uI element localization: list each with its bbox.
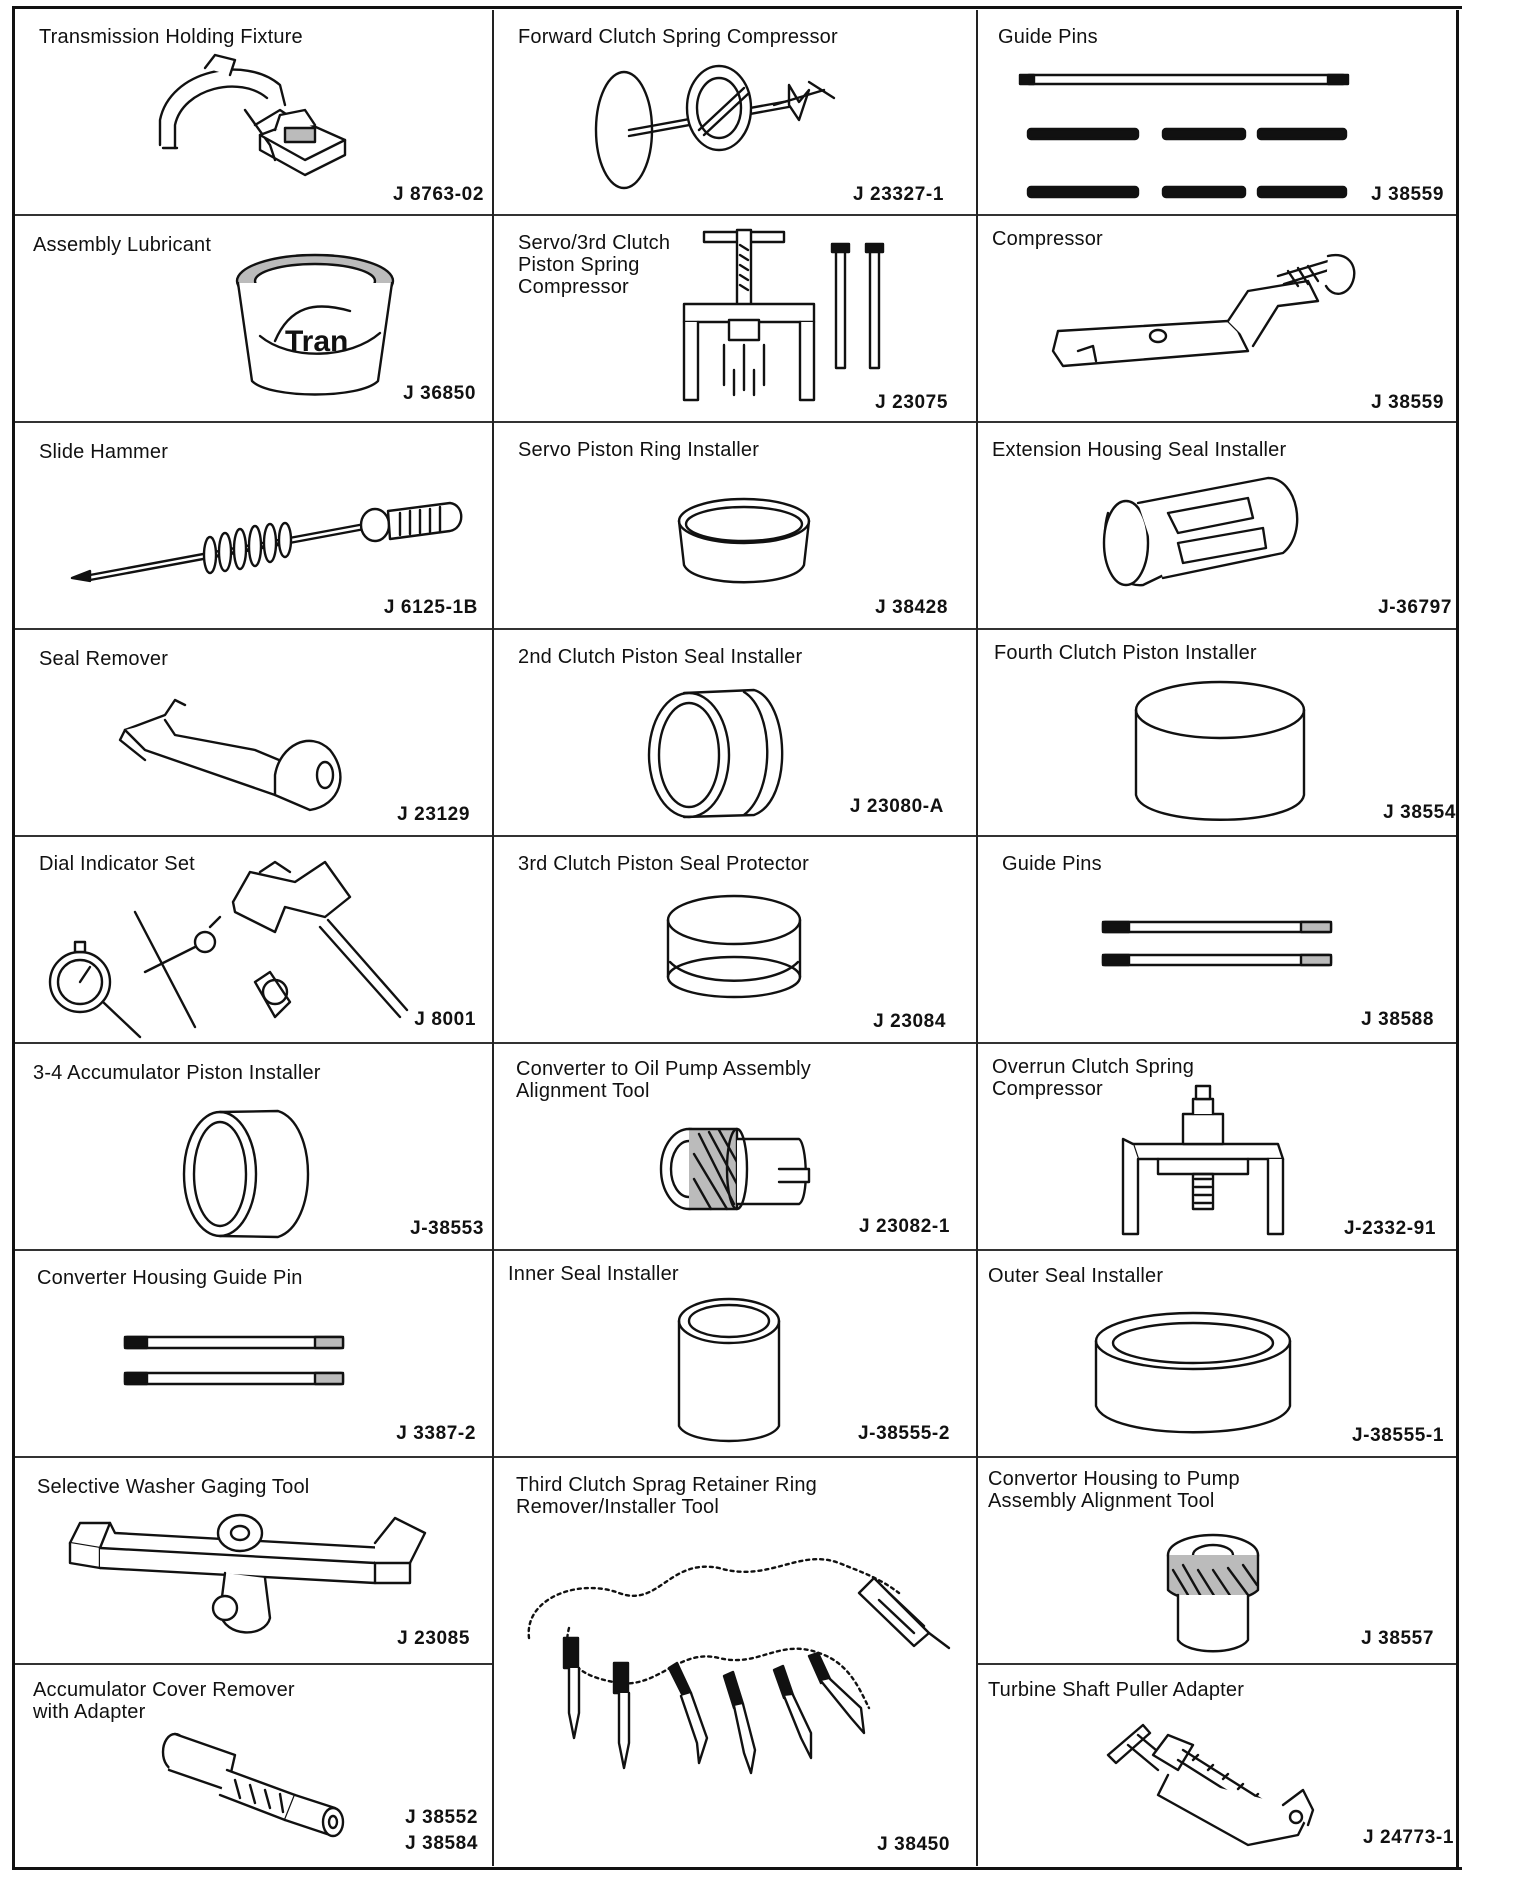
holding-fixture-icon — [155, 50, 355, 200]
part-number: J-38555-1 — [1351, 1425, 1444, 1446]
part-number: J 23075 — [875, 392, 948, 413]
alignment-tool-icon — [659, 1124, 819, 1224]
seal-ring-icon — [644, 680, 794, 830]
part-number: J-2332-91 — [1343, 1218, 1436, 1239]
tool-cell — [494, 10, 976, 214]
tool-name: Inner Seal Installer — [508, 1263, 679, 1285]
part-number: J 36850 — [403, 383, 476, 404]
tool-cell — [15, 1251, 492, 1456]
tool-cell — [494, 630, 976, 835]
guide-pins-icon — [1103, 917, 1343, 977]
piston-installer-ring-icon — [180, 1099, 320, 1239]
part-number: J 8001 — [414, 1009, 476, 1030]
tool-name: Servo Piston Ring Installer — [518, 439, 760, 461]
tool-name: Fourth Clutch Piston Installer — [994, 642, 1257, 664]
inner-seal-installer-icon — [674, 1296, 784, 1446]
frame-right-border — [1456, 10, 1459, 1868]
slide-hammer-icon — [70, 483, 470, 593]
part-number: J 38428 — [875, 597, 948, 618]
tool-cell — [494, 1044, 976, 1249]
tool-name: Turbine Shaft Puller Adapter — [988, 1679, 1245, 1701]
tool-cell — [15, 423, 492, 628]
tool-name: Accumulator Cover Remover with Adapter — [33, 1679, 295, 1723]
part-number: J 23080-A — [849, 796, 944, 817]
tool-name: Guide Pins — [1002, 853, 1102, 875]
tool-cell — [978, 837, 1456, 1042]
tool-name: Outer Seal Installer — [988, 1265, 1164, 1287]
guide-pins-icon — [1018, 65, 1358, 205]
guide-pin-icon — [125, 1333, 345, 1393]
lubricant-tub-icon — [230, 251, 400, 401]
part-number: J 38557 — [1361, 1628, 1434, 1649]
part-number: J 3387-2 — [396, 1423, 476, 1444]
spring-compressor-icon — [594, 60, 844, 200]
servo-compressor-icon — [684, 220, 914, 415]
tool-name: Servo/3rd Clutch Piston Spring Compressor — [518, 232, 671, 298]
sprag-retainer-tool-icon — [519, 1538, 959, 1838]
tool-cell — [15, 10, 492, 214]
tool-name: Forward Clutch Spring Compressor — [518, 26, 838, 48]
tool-cell — [15, 630, 492, 835]
seal-protector-icon — [664, 892, 804, 1007]
tool-name: Guide Pins — [998, 26, 1098, 48]
part-number: J-38555-2 — [857, 1423, 950, 1444]
tool-cell — [978, 216, 1456, 421]
cover-remover-icon — [155, 1730, 355, 1840]
tool-cell — [978, 1665, 1456, 1868]
part-number: J 23129 — [397, 804, 470, 825]
tool-name: Seal Remover — [39, 648, 169, 670]
tool-cell — [494, 423, 976, 628]
tool-cell — [494, 837, 976, 1042]
tool-name: Compressor — [992, 228, 1103, 250]
alignment-sleeve-icon — [1163, 1530, 1273, 1655]
ring-installer-icon — [674, 493, 814, 593]
outer-seal-installer-icon — [1093, 1311, 1293, 1441]
part-number: J 38554 — [1383, 802, 1456, 823]
tool-cell — [494, 1458, 976, 1868]
tool-name: 3rd Clutch Piston Seal Protector — [518, 853, 809, 875]
tool-name: Third Clutch Sprag Retainer Ring Remover/Installer Tool — [516, 1474, 817, 1518]
tool-cell — [15, 216, 492, 421]
overrun-compressor-icon — [1118, 1084, 1293, 1239]
tool-name: Slide Hammer — [39, 441, 169, 463]
tool-cell — [15, 837, 492, 1042]
part-number: J 23084 — [873, 1011, 946, 1032]
tool-cell — [494, 1251, 976, 1456]
tool-name: Convertor Housing to Pump Assembly Alignment Tool — [988, 1468, 1240, 1512]
tool-cell — [15, 1458, 492, 1663]
part-number: J-38553 — [410, 1218, 484, 1239]
compressor-bracket-icon — [1048, 256, 1378, 386]
tool-name: Assembly Lubricant — [33, 234, 212, 256]
part-number: J 8763-02 — [393, 184, 484, 205]
tool-cell — [15, 1665, 492, 1868]
tool-name: 3-4 Accumulator Piston Installer — [33, 1062, 321, 1084]
seal-installer-icon — [1098, 473, 1318, 593]
piston-installer-icon — [1133, 680, 1308, 830]
tool-cell — [978, 10, 1456, 214]
svg-text:Tran: Tran — [285, 325, 349, 358]
tool-cell — [978, 1251, 1456, 1456]
seal-remover-icon — [115, 680, 385, 810]
tool-name: Converter to Oil Pump Assembly Alignment Tool — [516, 1058, 811, 1102]
tool-name: Transmission Holding Fixture — [39, 26, 303, 48]
tool-name: Converter Housing Guide Pin — [37, 1267, 303, 1289]
part-number: J 23327-1 — [853, 184, 944, 205]
tool-cell — [978, 1044, 1456, 1249]
part-number: J 38450 — [877, 1834, 950, 1855]
tool-cell — [15, 1044, 492, 1249]
part-number: J 23085 — [397, 1628, 470, 1649]
tool-cell — [978, 630, 1456, 835]
part-number: J 38588 — [1361, 1009, 1434, 1030]
part-number: J 38559 — [1371, 184, 1444, 205]
shaft-puller-icon — [1098, 1705, 1318, 1845]
part-number: J 38552 J 38584 — [405, 1807, 478, 1854]
tool-name: Overrun Clutch Spring Compressor — [992, 1056, 1195, 1100]
part-number: J 6125-1B — [383, 597, 478, 618]
tool-name: Dial Indicator Set — [39, 853, 195, 875]
tool-cell — [978, 423, 1456, 628]
part-number: J 23082-1 — [859, 1216, 950, 1237]
part-number: J 38559 — [1371, 392, 1444, 413]
part-number: J-36797 — [1378, 597, 1452, 618]
tool-cell — [494, 216, 976, 421]
dial-indicator-icon — [35, 842, 425, 1032]
gaging-tool-icon — [65, 1503, 435, 1643]
part-number: J 24773-1 — [1363, 1827, 1454, 1848]
tool-name: Selective Washer Gaging Tool — [37, 1476, 310, 1498]
tool-cell — [978, 1458, 1456, 1663]
tool-name: Extension Housing Seal Installer — [992, 439, 1287, 461]
tool-name: 2nd Clutch Piston Seal Installer — [518, 646, 803, 668]
